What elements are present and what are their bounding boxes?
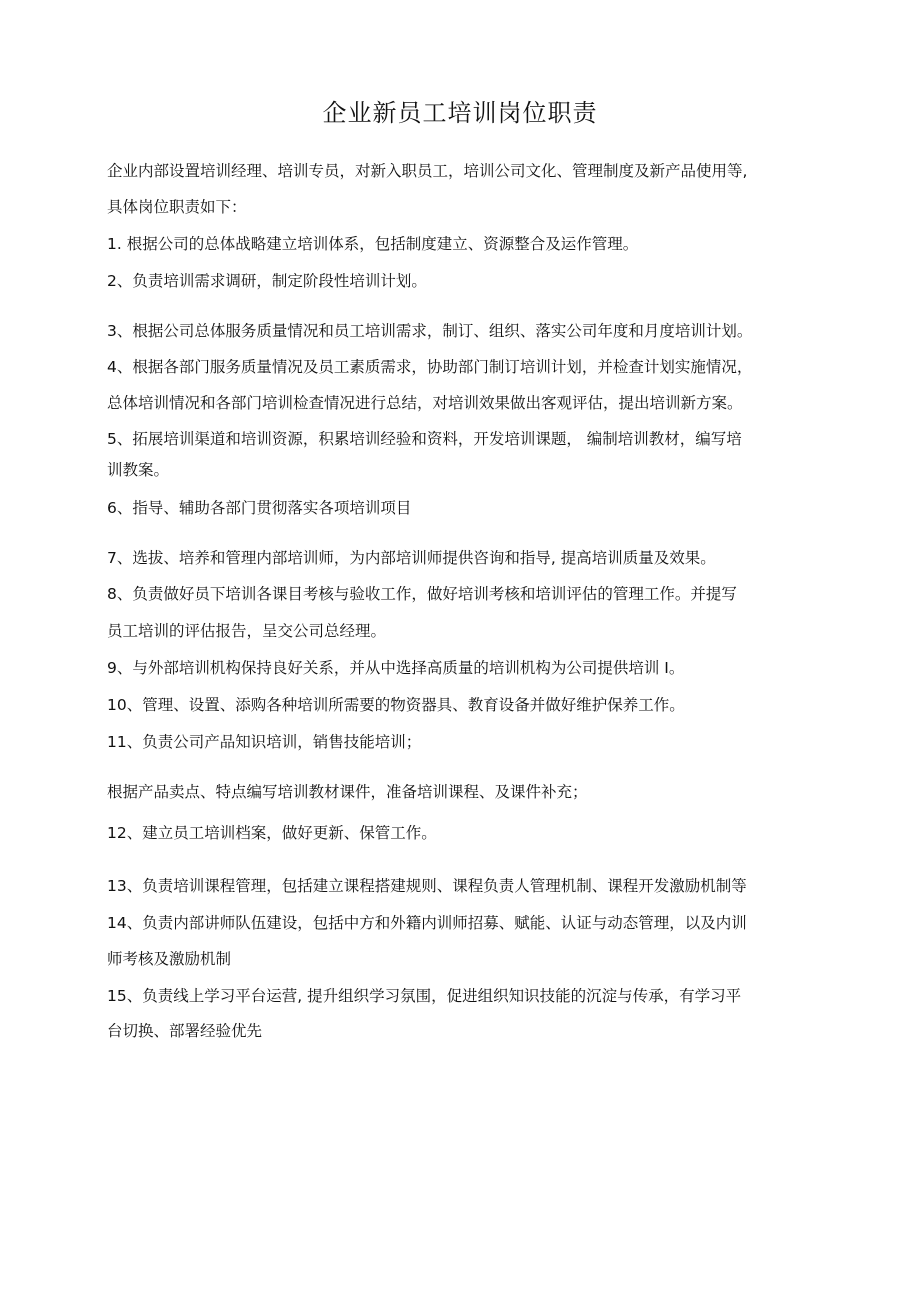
duty-item-11-detail: 根据产品卖点、特点编写培训教材课件，准备培训课程、及课件补充；	[107, 783, 588, 801]
duty-item-5-line-2: 训教案。	[107, 461, 170, 479]
duty-item-1: 1. 根据公司的总体战略建立培训体系，包括制度建立、资源整合及运作管理。	[107, 235, 639, 253]
intro-line: 具体岗位职责如下：	[107, 198, 247, 216]
duty-item-2: 2、负责培训需求调研，制定阶段性培训计划。	[107, 272, 427, 290]
intro-line: 企业内部设置培训经理、培训专员，对新入职员工，培训公司文化、管理制度及新产品使用等,	[107, 162, 748, 180]
duty-item-4-line-2: 总体培训情况和各部门培训检查情况进行总结，对培训效果做出客观评估，提出培训新方案。	[107, 394, 743, 412]
duty-item-7: 7、选拔、培养和管理内部培训师，为内部培训师提供咨询和指导, 提高培训质量及效果。	[107, 549, 716, 567]
duty-item-13: 13、负责培训课程管理，包括建立课程搭建规则、课程负责人管理机制、课程开发激励机制等	[107, 877, 747, 895]
duty-item-12: 12、建立员工培训档案，做好更新、保管工作。	[107, 824, 437, 842]
duty-item-15-line-1: 15、负责线上学习平台运营, 提升组织学习氛围，促进组织知识技能的沉淀与传承，有学习平	[107, 987, 742, 1005]
duty-item-6: 6、指导、辅助各部门贯彻落实各项培训项目	[107, 499, 412, 517]
duty-item-5-line-1: 5、拓展培训渠道和培训资源，积累培训经验和资料，开发培训课题， 编制培训教材，编写培	[107, 430, 742, 448]
document-title: 企业新员工培训岗位职责	[322, 99, 598, 127]
duty-item-4-line-1: 4、根据各部门服务质量情况及员工素质需求，协助部门制订培训计划，并检查计划实施情况，	[107, 358, 753, 376]
duty-item-15-line-2: 台切换、部署经验优先	[107, 1022, 263, 1040]
duty-item-8-line-2: 员工培训的评估报告，呈交公司总经理。	[107, 622, 387, 640]
duty-item-11: 11、负责公司产品知识培训，销售技能培训；	[107, 733, 422, 751]
duty-item-9: 9、与外部培训机构保持良好关系，并从中选择高质量的培训机构为公司提供培训 I。	[107, 659, 685, 677]
duty-item-10: 10、管理、设置、添购各种培训所需要的物资器具、教育设备并做好维护保养工作。	[107, 696, 685, 714]
duty-item-8-line-1: 8、负责做好员下培训各课目考核与验收工作，做好培训考核和培训评估的管理工作。并提写	[107, 585, 737, 603]
duty-item-14-line-2: 师考核及激励机制	[107, 950, 232, 968]
duty-item-3: 3、根据公司总体服务质量情况和员工培训需求，制订、组织、落实公司年度和月度培训计划。	[107, 322, 753, 340]
duty-item-14-line-1: 14、负责内部讲师队伍建设，包括中方和外籍内训师招募、赋能、认证与动态管理，以及内训	[107, 914, 747, 932]
